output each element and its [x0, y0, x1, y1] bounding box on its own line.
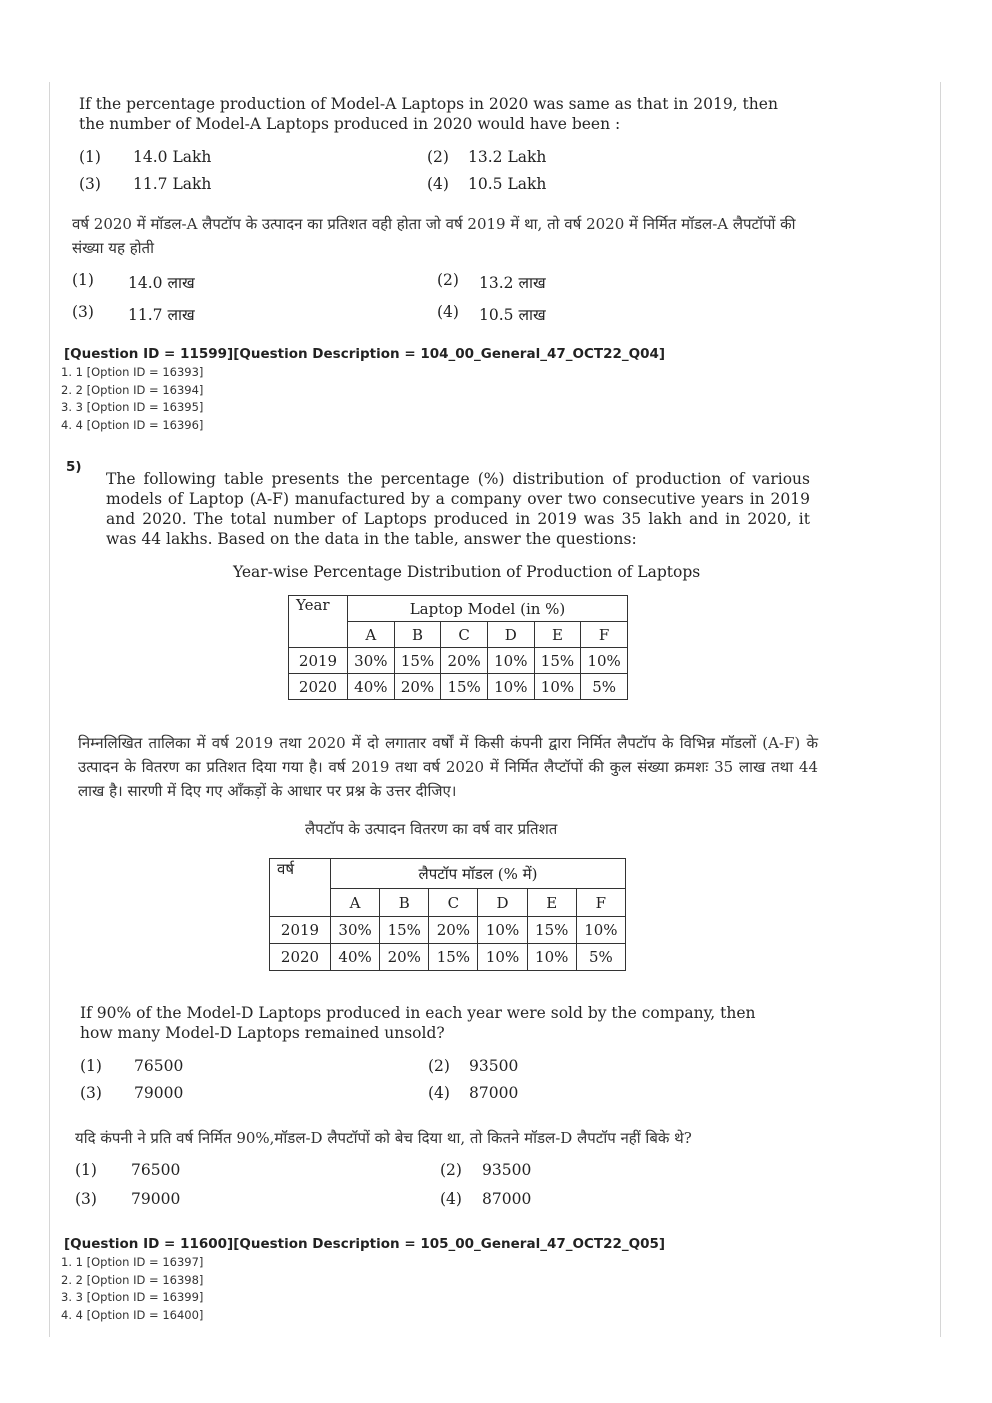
value-cell: 5% — [581, 674, 628, 700]
option-id-item: 3. 3 [Option ID = 16399] — [61, 1290, 204, 1304]
q5-question-id: [Question ID = 11600][Question Description = 105_00_General_47_OCT22_Q05] — [64, 1236, 666, 1252]
model-header: F — [581, 622, 628, 648]
value-cell: 10% — [576, 917, 625, 944]
value-cell: 15% — [394, 648, 441, 674]
q4-option-id-list — [61, 364, 203, 434]
model-header: C — [429, 889, 478, 917]
option-id-item: 2. 2 [Option ID = 16394] — [61, 382, 204, 397]
option-id-item: 1. 1 [Option ID = 16393] — [61, 365, 204, 379]
value-cell: 10% — [527, 944, 576, 971]
model-header: F — [576, 889, 625, 917]
value-cell: 5% — [576, 944, 625, 971]
value-cell: 15% — [534, 648, 581, 674]
option-id-item: 2. 2 [Option ID = 16398] — [61, 1272, 204, 1287]
table-row — [270, 944, 626, 971]
value-cell: 20% — [429, 917, 478, 944]
table-row — [289, 648, 628, 674]
model-header: A — [348, 622, 395, 648]
q5-hindi-intro: निम्नलिखित तालिका में वर्ष 2019 तथा 2020 में दो लगातार वर्षों में किसी कंपनी द्वारा निर्मित लैपटॉप के विभिन्न मॉडलों (A-F) के उत्पादन के वितरण का प्रतिशत दिया गया है। वर्ष 2019 तथा वर्ष 2020 में निर्मित लैप्टॉपों की कुल संख्या क्रमशः 35 लाख तथा 44 लाख है। सारणी में दिए गए आँकड़ों के आधार पर प्रश्न के उत्तर दीजिए। — [78, 734, 818, 800]
model-header: C — [441, 622, 488, 648]
year-header: Year — [289, 596, 348, 648]
table-row — [270, 917, 626, 944]
value-cell: 15% — [441, 674, 488, 700]
year-cell: 2019 — [289, 648, 348, 674]
option-id-item: 4. 4 [Option ID = 16396] — [61, 417, 204, 432]
q5-hi-data-table — [269, 858, 626, 971]
value-cell: 10% — [487, 648, 534, 674]
model-header: B — [380, 889, 429, 917]
q5-option-id-list — [61, 1254, 203, 1324]
q4-hindi-text: वर्ष 2020 में मॉडल-A लैपटॉप के उत्पादन का प्रतिशत वही होता जो वर्ष 2019 में था, तो वर्ष 2020 में निर्मित मॉडल-A लैपटॉपों की संख्या यह होती — [72, 215, 796, 257]
model-group-header: Laptop Model (in %) — [348, 596, 628, 622]
value-cell: 20% — [441, 648, 488, 674]
q5-en-data-table — [288, 595, 628, 700]
model-header: E — [534, 622, 581, 648]
q4-english-text: If the percentage production of Model-A Laptops in 2020 was same as that in 2019, then the number of Model-A Laptops produced in 2020 would have been : — [79, 95, 778, 133]
right-margin-rule — [940, 82, 941, 1337]
q5-hindi-question: यदि कंपनी ने प्रति वर्ष निर्मित 90%,मॉडल-D लैपटॉपों को बेच दिया था, तो कितने मॉडल-D लैपटॉप नहीं बिके थे? — [75, 1129, 692, 1147]
model-header: B — [394, 622, 441, 648]
value-cell: 30% — [331, 917, 380, 944]
value-cell: 10% — [478, 944, 527, 971]
year-header: वर्ष — [270, 859, 331, 917]
year-cell: 2020 — [270, 944, 331, 971]
value-cell: 15% — [527, 917, 576, 944]
value-cell: 10% — [478, 917, 527, 944]
model-header: D — [478, 889, 527, 917]
value-cell: 15% — [429, 944, 478, 971]
value-cell: 40% — [331, 944, 380, 971]
value-cell: 15% — [380, 917, 429, 944]
left-margin-rule — [49, 82, 50, 1337]
value-cell: 10% — [581, 648, 628, 674]
q4-question-id: [Question ID = 11599][Question Description = 104_00_General_47_OCT22_Q04] — [64, 346, 666, 362]
model-header: D — [487, 622, 534, 648]
value-cell: 20% — [394, 674, 441, 700]
value-cell: 40% — [348, 674, 395, 700]
option-id-item: 4. 4 [Option ID = 16400] — [61, 1307, 204, 1322]
table-row — [289, 674, 628, 700]
value-cell: 20% — [380, 944, 429, 971]
value-cell: 10% — [534, 674, 581, 700]
q5-hi-table-caption: लैपटॉप के उत्पादन वितरण का वर्ष वार प्रतिशत — [305, 820, 558, 838]
value-cell: 30% — [348, 648, 395, 674]
value-cell: 10% — [487, 674, 534, 700]
q5-number: 5) — [66, 459, 82, 475]
year-cell: 2020 — [289, 674, 348, 700]
option-id-item: 3. 3 [Option ID = 16395] — [61, 400, 204, 414]
q5-en-table-caption: Year-wise Percentage Distribution of Production of Laptops — [233, 563, 701, 581]
model-header: E — [527, 889, 576, 917]
model-header: A — [331, 889, 380, 917]
model-group-header: लैपटॉप मॉडल (% में) — [331, 859, 626, 889]
option-id-item: 1. 1 [Option ID = 16397] — [61, 1255, 204, 1269]
q5-english-intro: The following table presents the percentage (%) distribution of production of various models of Laptop (A-F) manufactured by a company over two consecutive years in 2019 and 2020. The total number of Laptops produced in 2019 was 35 lakh and in 2020, it was 44 lakhs. Based on the data in the table, answer the questions: — [106, 470, 810, 548]
year-cell: 2019 — [270, 917, 331, 944]
q5-english-question: If 90% of the Model-D Laptops produced in each year were sold by the company, then how many Model-D Laptops remained unsold? — [80, 1004, 756, 1042]
